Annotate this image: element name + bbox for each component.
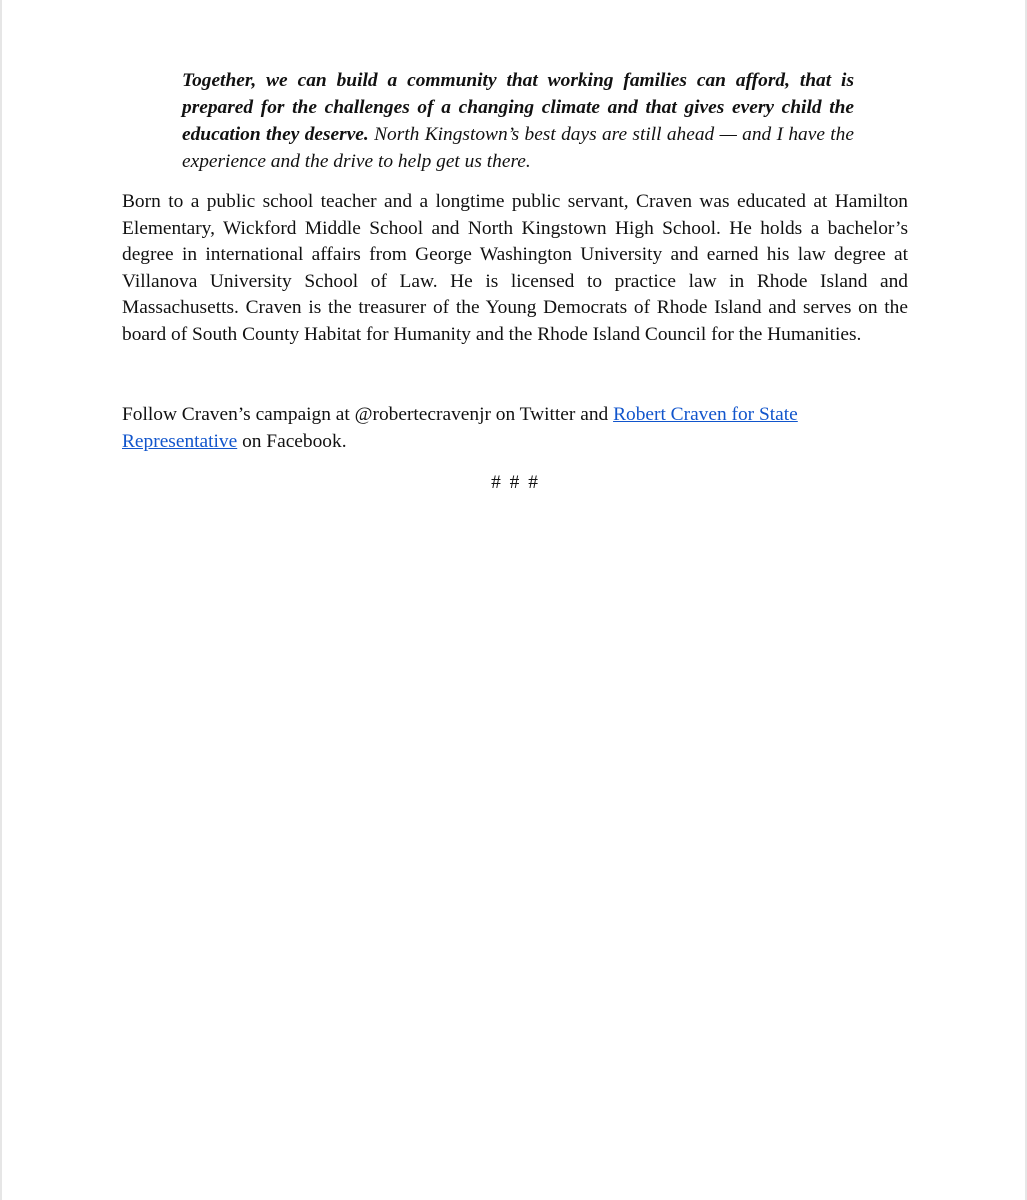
quote-bold-text: Together, we can build a community that working families can afford, that is prepared for the challenges of a changing climate and that gives every child the education they deserve. xyxy=(182,70,854,145)
follow-paragraph xyxy=(122,401,908,455)
facebook-link[interactable]: Robert Craven for State Representative xyxy=(122,404,798,452)
quote-block xyxy=(182,67,854,175)
follow-prefix: Follow Craven’s campaign at @robertecravenjr on Twitter and xyxy=(122,404,614,425)
end-mark: # # # xyxy=(491,472,540,493)
bio-paragraph: Born to a public school teacher and a longtime public servant, Craven was educated at Hamilton Elementary, Wickford Middle School and North Kingstown High School. He holds a bachelor’s degree in international affairs from George Washington University and earned his law degree at Villanova University School of Law. He is licensed to practice law in Rhode Island and Massachusetts. Craven is the treasurer of the Young Democrats of Rhode Island and serves on the board of South County Habitat for Humanity and the Rhode Island Council for the Humanities. xyxy=(122,191,908,345)
quote-italic-text: North Kingstown’s best days are still ahead — and I have the experience and the drive to help get us there. xyxy=(182,124,854,172)
follow-suffix: on Facebook. xyxy=(237,431,347,452)
